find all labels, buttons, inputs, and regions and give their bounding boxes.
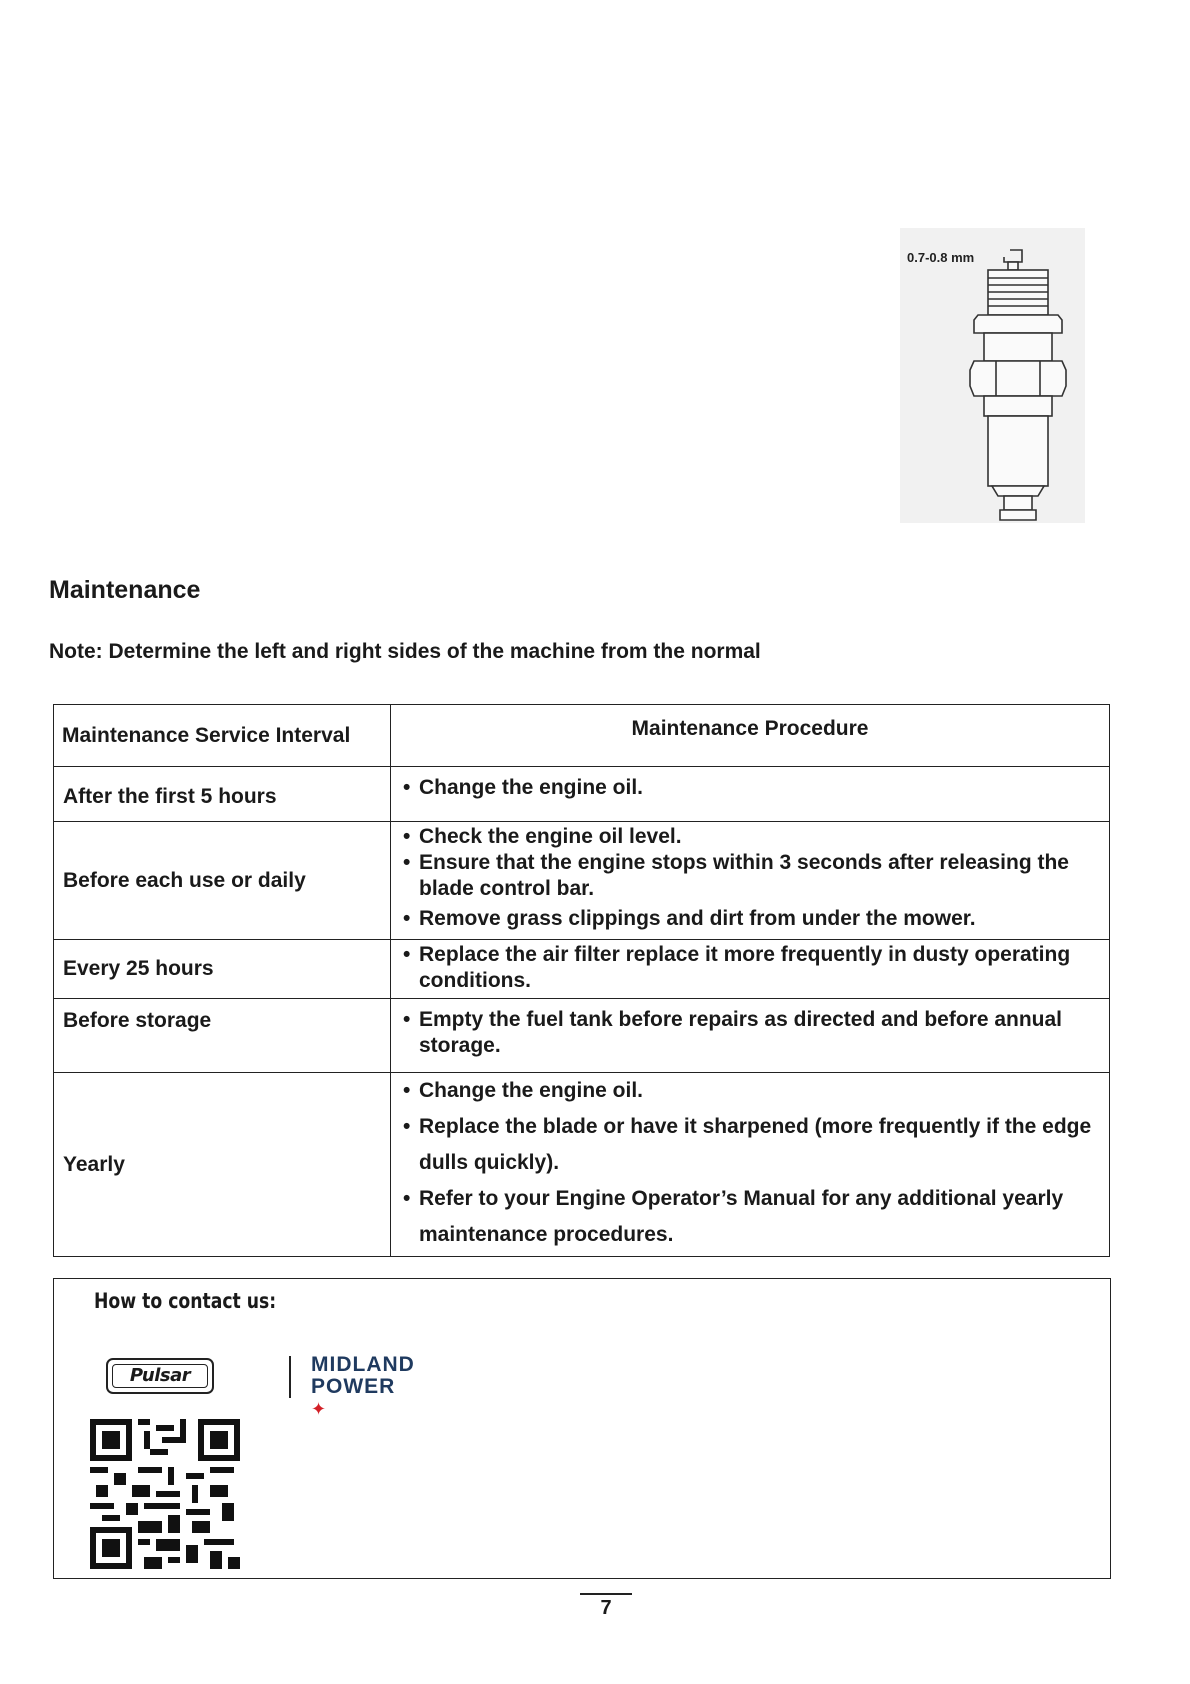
page-number-rule	[580, 1593, 632, 1595]
procedure-item: • Replace the blade or have it sharpened (more frequently if the edge dulls quickly).	[403, 1109, 1105, 1181]
interval-cell: After the first 5 hours	[54, 767, 391, 822]
procedure-item: • Change the engine oil.	[403, 775, 1105, 801]
table-row	[54, 767, 1110, 822]
section-title: Maintenance	[49, 576, 201, 604]
procedure-item: • Check the engine oil level.	[403, 824, 1105, 850]
table-row	[54, 999, 1110, 1073]
procedure-cell	[391, 822, 1110, 940]
procedure-cell	[391, 999, 1110, 1073]
procedure-cell	[391, 1073, 1110, 1257]
table-row	[54, 1073, 1110, 1257]
qr-code-icon[interactable]	[90, 1419, 240, 1569]
interval-cell: Before each use or daily	[54, 822, 391, 940]
procedure-cell	[391, 940, 1110, 999]
logo-divider	[289, 1356, 291, 1398]
procedure-item: • Empty the fuel tank before repairs as directed and before annual storage.	[403, 1007, 1105, 1059]
contact-box	[53, 1278, 1111, 1579]
table-row	[54, 940, 1110, 999]
table-row	[54, 822, 1110, 940]
interval-cell: Every 25 hours	[54, 940, 391, 999]
spark-plug-figure	[900, 228, 1085, 523]
interval-cell: Before storage	[54, 999, 391, 1073]
section-note: Note: Determine the left and right sides of the machine from the normal	[49, 640, 761, 663]
maintenance-table	[53, 704, 1110, 1257]
procedure-item: • Refer to your Engine Operator’s Manual for any additional yearly maintenance procedures.	[403, 1181, 1105, 1253]
brand-logos	[106, 1353, 415, 1419]
procedure-item: • Ensure that the engine stops within 3 seconds after releasing the blade control bar.	[403, 850, 1105, 902]
header-procedure: Maintenance Procedure	[391, 705, 1110, 767]
pulsar-logo: Pulsar	[106, 1358, 214, 1394]
procedure-item: • Change the engine oil.	[403, 1073, 1105, 1109]
maple-leaf-icon: ✦	[311, 1399, 328, 1419]
procedure-item: • Remove grass clippings and dirt from under the mower.	[403, 906, 1105, 932]
interval-cell: Yearly	[54, 1073, 391, 1257]
procedure-cell	[391, 767, 1110, 822]
header-interval: Maintenance Service Interval	[54, 705, 391, 767]
gap-label: 0.7-0.8 mm	[907, 250, 975, 265]
contact-title: How to contact us:	[94, 1289, 277, 1313]
midland-power-logo: MIDLAND POWER ✦	[311, 1353, 415, 1419]
procedure-item: • Replace the air filter replace it more frequently in dusty operating conditions.	[403, 942, 1105, 994]
table-header-row	[54, 705, 1110, 767]
page-number: 7	[600, 1597, 612, 1619]
